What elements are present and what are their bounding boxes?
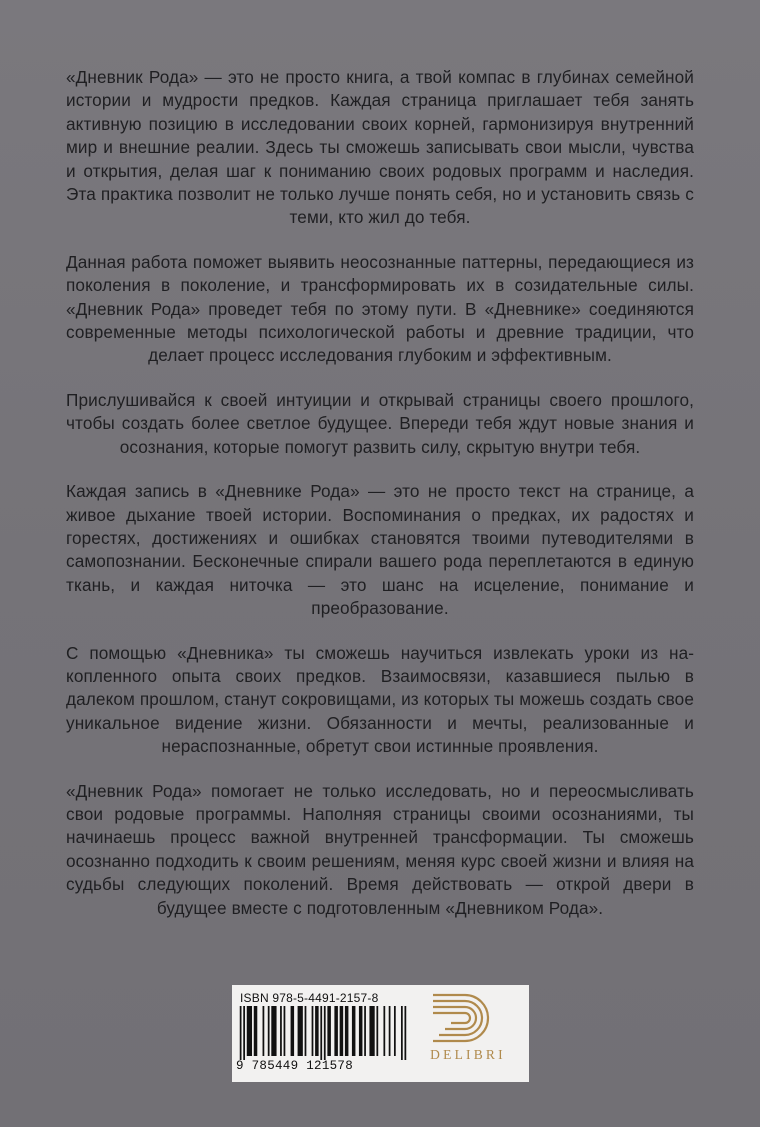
barcode-digits: 9 785449 121578: [236, 1059, 354, 1073]
barcode-bar: [268, 1006, 270, 1056]
barcode-bar: [389, 1006, 391, 1056]
paragraph-1: «Дневник Рода» — это не просто книга, а твой компас в глубинах семейной истории и мудрости предков. Каждая страница приглашает тебя занять активную позицию в исследовании своих корней, гармонизируя внутренний мир и внешние реалии. Здесь ты сможешь записывать свои мысли, чувства и открытия, делая шаг к пониманию своих родовых программ и наследия. Эта практика позволит не только лучше понять себя, но и установить связь с теми, кто жил до тебя.: [66, 67, 694, 228]
paragraph-5: С помощью «Дневника» ты сможешь научиться извлекать уроки из накопленного опыта своих предков. Взаимосвязи, казавшиеся пылью в далеком прошлом, станут сокровищами, из которых ты можешь создать свое уникальное видение жизни. Обязанности и мечты, реализованные и нераспознанные, обретут свои истинные проявления.: [66, 642, 694, 757]
barcode-bar: [394, 1006, 396, 1056]
barcode-bar: [240, 1006, 242, 1060]
barcode-bar: [320, 1006, 322, 1060]
isbn-label: ISBN 978-5-4491-2157-8: [240, 991, 379, 1005]
barcode-bar: [305, 1006, 307, 1056]
barcode-bar: [404, 1006, 406, 1060]
barcode-bar: [263, 1006, 265, 1056]
barcode-bar: [327, 1006, 331, 1056]
barcode-bar: [247, 1006, 252, 1056]
barcode-bar: [340, 1006, 344, 1056]
paragraph-3: Прислушивайся к своей интуиции и открывай страницы своего прошлого, чтобы создать более светлое будущее. Впереди тебя ждут новые знания и осознания, которые помогут развить силу, скрытую внутри тебя.: [66, 389, 694, 457]
barcode-bar: [254, 1006, 258, 1056]
barcode-bar: [280, 1006, 282, 1056]
barcode-bar: [369, 1006, 374, 1056]
barcode-panel: [232, 985, 529, 1082]
barcode-bar: [383, 1006, 385, 1056]
publisher-name: DELIBRI: [430, 1047, 506, 1062]
paragraph-2: Данная работа поможет выявить неосознанные паттерны, передающиеся из поколения в поколение, и трансформировать их в созидательные силы. «Дневник Рода» проведет тебя по этому пути. В «Дневнике» соединяются современные методы психологической работы и древние традиции, что делает процесс исследования глубоким и эффективным.: [66, 251, 694, 366]
barcode-bar: [345, 1006, 349, 1056]
barcode-bar: [359, 1006, 363, 1056]
barcode-bar: [364, 1006, 366, 1056]
barcode-bar: [324, 1006, 326, 1060]
barcode-bar: [291, 1006, 295, 1056]
barcode-icon: [238, 1006, 408, 1060]
barcode-bar: [284, 1006, 286, 1056]
barcode-bar: [401, 1006, 403, 1060]
barcode-bar: [315, 1006, 319, 1056]
barcode-bar: [271, 1006, 276, 1056]
barcode-bar: [312, 1006, 314, 1056]
barcode-bar: [298, 1006, 303, 1056]
barcode-bar: [352, 1006, 356, 1056]
barcode-bar: [243, 1006, 245, 1060]
paragraph-6: «Дневник Рода» помогает не только исследовать, но и переосмысливать свои родовые программы. Наполняя страницы своими осознаниями, ты начинаешь процесс важной внутренней трансформации. Ты сможешь осознанно подходить к своим решениям, меняя курс своей жизни и влияя на судьбы следующих поколений. Время действовать — открой двери в будущее вместе с подготовленным «Дневником Рода».: [66, 780, 694, 918]
delibri-d-logo-icon: [427, 991, 509, 1045]
barcode-bar: [376, 1006, 378, 1056]
annotation-text: [66, 66, 694, 941]
barcode-bar: [334, 1006, 338, 1056]
paragraph-4: Каждая запись в «Дневнике Рода» — это не просто текст на странице, а живое дыхание твоей истории. Воспоминания о предках, их радостях и горестях, достижениях и ошибках становятся твоими путеводителями в самопознании. Бесконечные спирали вашего рода переплетаются в единую ткань, и каждая ниточка — это шанс на исцеление, понимание и преобразование.: [66, 481, 694, 619]
